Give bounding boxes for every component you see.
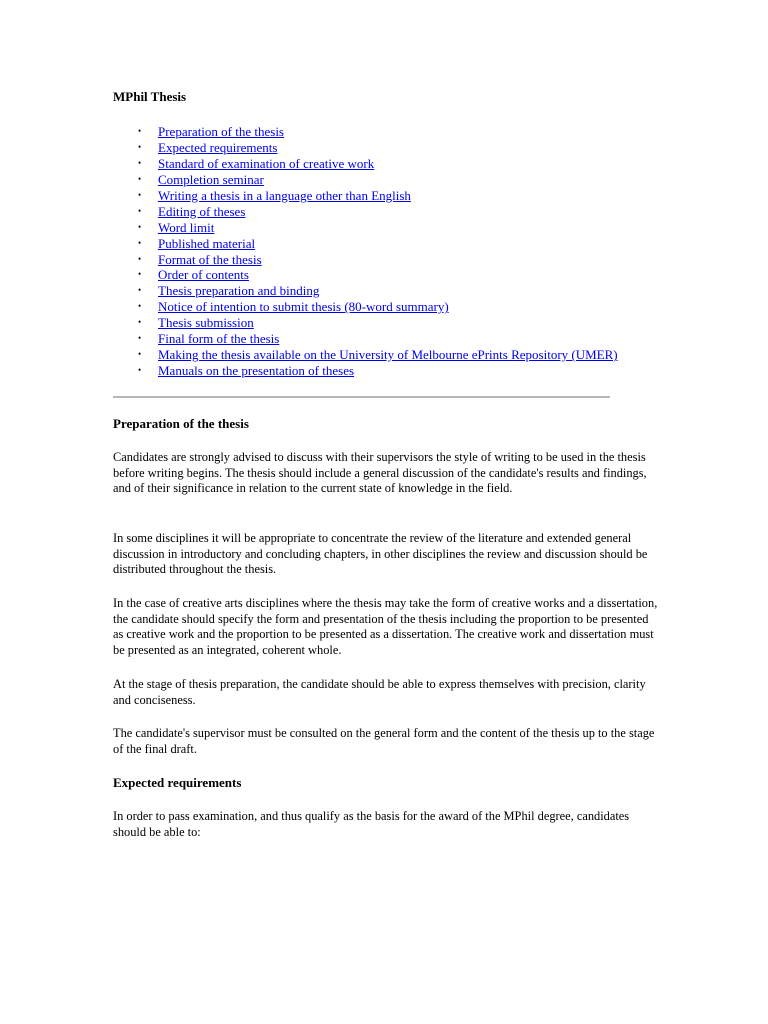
bullet-icon: •: [138, 333, 142, 344]
toc-link-expected-requirements[interactable]: Expected requirements: [158, 139, 278, 155]
bullet-icon: •: [138, 317, 142, 328]
toc-item: [113, 347, 618, 363]
toc-item: [113, 252, 618, 268]
bullet-icon: •: [138, 269, 142, 280]
bullet-icon: •: [138, 221, 142, 232]
bullet-icon: •: [138, 365, 142, 376]
toc-item: [113, 204, 618, 220]
toc-link-notice-of-intention[interactable]: Notice of intention to submit thesis (80-word summary): [158, 299, 449, 315]
paragraph: In the case of creative arts disciplines where the thesis may take the form of creative works and a dissertation, the candidate should specify the form and presentation of the thesis including the proportion to be presented as creative work and the proportion to be presented as a dissertation. The creative work and dissertation must be presented as an integrated, coherent whole.: [113, 596, 658, 657]
bullet-icon: •: [138, 173, 142, 184]
toc-link-editing[interactable]: Editing of theses: [158, 203, 246, 219]
bullet-icon: •: [138, 301, 142, 312]
toc-link-word-limit[interactable]: Word limit: [158, 219, 215, 235]
toc-link-umer[interactable]: Making the thesis available on the University of Melbourne ePrints Repository (UMER): [158, 347, 618, 363]
bullet-icon: •: [138, 205, 142, 216]
section-heading-expected-requirements: Expected requirements: [113, 775, 242, 790]
toc-link-submission[interactable]: Thesis submission: [158, 315, 254, 331]
bullet-icon: •: [138, 126, 142, 136]
horizontal-divider: [113, 396, 610, 398]
toc-item: [113, 188, 618, 204]
toc-item: [113, 220, 618, 236]
bullet-icon: •: [138, 237, 142, 248]
toc-item: [113, 283, 618, 299]
toc-item: [113, 156, 618, 172]
section-heading-preparation: Preparation of the thesis: [113, 416, 249, 431]
paragraph: In some disciplines it will be appropriate to concentrate the review of the literature and extended general discussion in introductory and concluding chapters, in other disciplines the review and discussion should be distributed throughout the thesis.: [113, 531, 648, 577]
toc-link-preparation[interactable]: Preparation of the thesis: [158, 124, 284, 139]
toc-item: [113, 236, 618, 252]
toc-item: [113, 267, 618, 283]
bullet-icon: •: [138, 285, 142, 296]
toc-item: [113, 331, 618, 347]
bullet-icon: •: [138, 253, 142, 264]
bullet-icon: •: [138, 157, 142, 168]
toc-link-preparation-binding[interactable]: Thesis preparation and binding: [158, 283, 320, 299]
toc-item: [113, 315, 618, 331]
toc-link-final-form[interactable]: Final form of the thesis: [158, 331, 280, 347]
toc-item: [113, 363, 618, 379]
paragraph: At the stage of thesis preparation, the candidate should be able to express themselves with precision, clarity and conciseness.: [113, 677, 646, 707]
paragraph: The candidate's supervisor must be consulted on the general form and the content of the thesis up to the stage of the final draft.: [113, 726, 655, 756]
toc-item: [113, 140, 618, 156]
toc-item: [113, 124, 618, 140]
table-of-contents: [113, 124, 618, 379]
toc-item: [113, 299, 618, 315]
bullet-icon: •: [138, 349, 142, 360]
page-title: MPhil Thesis: [113, 89, 187, 104]
toc-link-standard-of-examination[interactable]: Standard of examination of creative work: [158, 155, 375, 171]
paragraph: Candidates are strongly advised to discuss with their supervisors the style of writing to be used in the thesis before writing begins. The thesis should include a general discussion of the candidate's results and findings, and of their significance in relation to the current state of knowledge in the field.: [113, 450, 647, 496]
toc-item: [113, 172, 618, 188]
toc-link-format[interactable]: Format of the thesis: [158, 251, 262, 267]
bullet-icon: •: [138, 189, 142, 200]
toc-link-published-material[interactable]: Published material: [158, 235, 256, 251]
toc-link-completion-seminar[interactable]: Completion seminar: [158, 171, 264, 187]
toc-link-order-of-contents[interactable]: Order of contents: [158, 267, 249, 283]
toc-link-manuals[interactable]: Manuals on the presentation of theses: [158, 363, 355, 379]
toc-link-other-language[interactable]: Writing a thesis in a language other than English: [158, 187, 411, 203]
paragraph: In order to pass examination, and thus qualify as the basis for the award of the MPhil degree, candidates should be able to:: [113, 809, 630, 839]
bullet-icon: •: [138, 141, 142, 152]
